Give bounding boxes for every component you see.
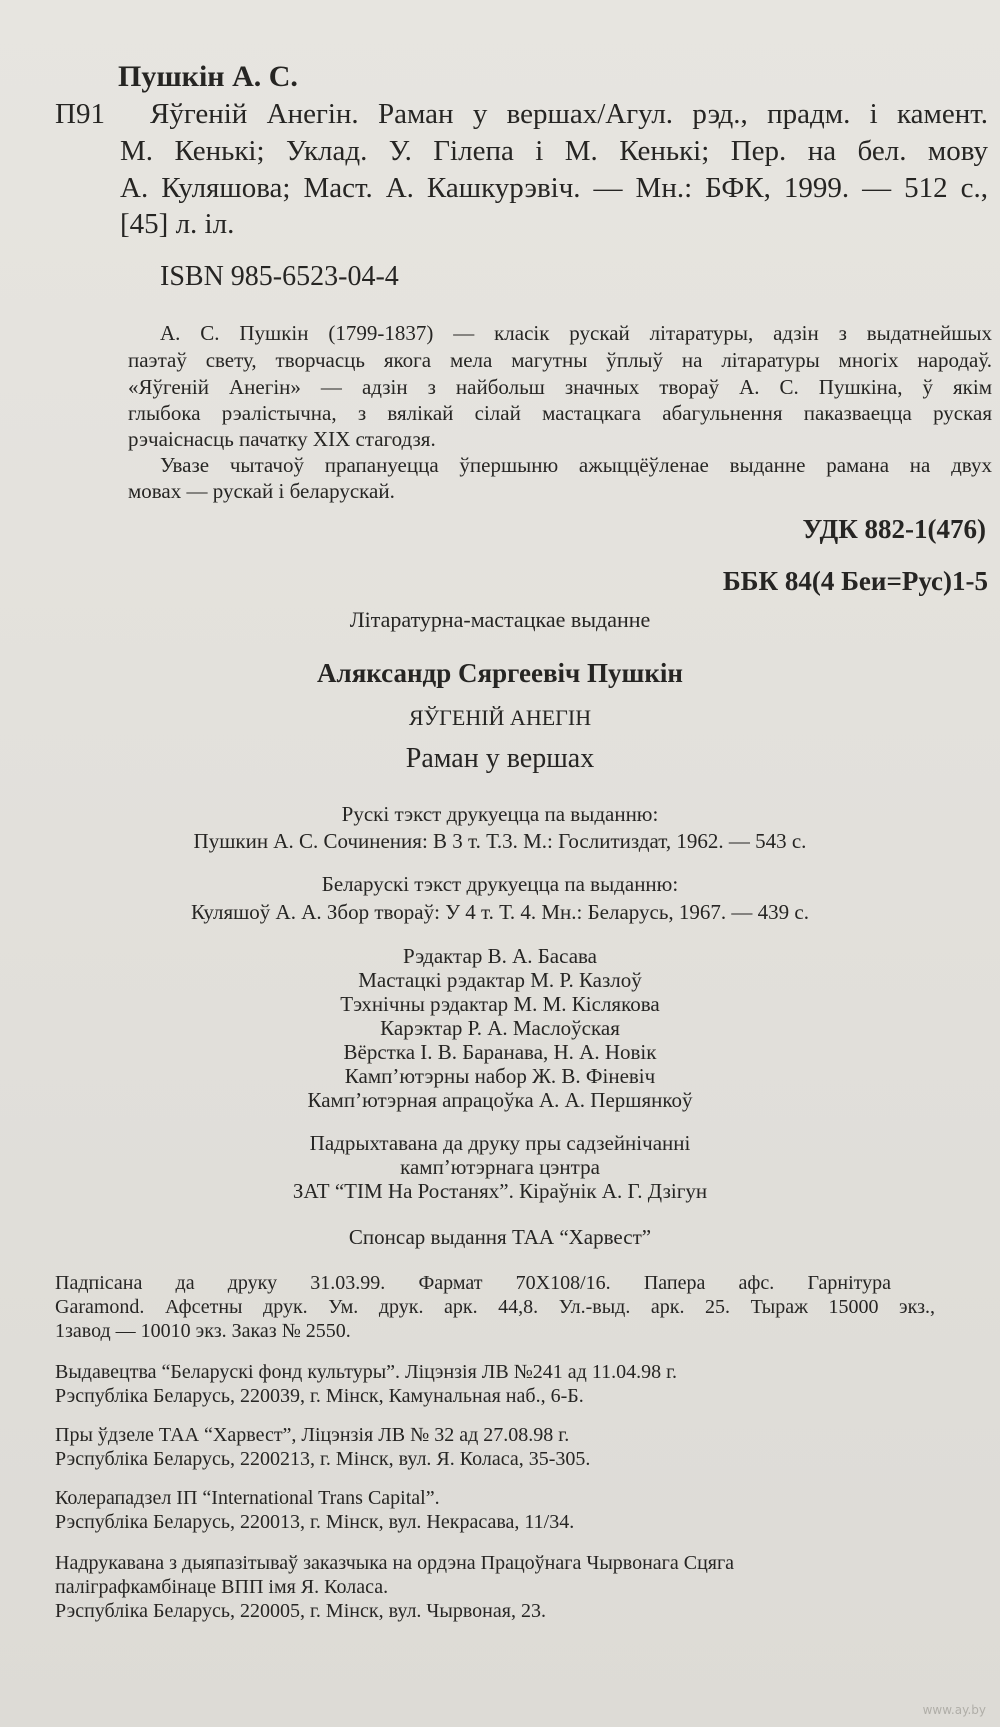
- book-title: ЯЎГЕНІЙ АНЕГІН: [408, 705, 592, 730]
- tech-line: Падпісана да друку 31.03.99. Фармат 70Х108/16. Папера афс. Гарнітура: [55, 1272, 891, 1294]
- catalog-code: П91: [55, 98, 105, 130]
- credit-line: Карэктар Р. А. Маслоўская: [380, 1016, 620, 1040]
- annotation-line: А. С. Пушкін (1799-1837) — класік рускай літаратуры, адзін з выдатнейшых: [160, 321, 992, 345]
- prep-line: камп’ютэрнага цэнтра: [400, 1155, 600, 1179]
- author-full-name: Аляксандр Сяргеевіч Пушкін: [317, 658, 683, 688]
- prep-line: Падрыхтавана да друку пры садзейнічанні: [309, 1131, 691, 1155]
- watermark: www.ay.by: [922, 1703, 986, 1717]
- publisher-line: Рэспубліка Беларусь, 220039, г. Мінск, Камунальная наб., 6-Б.: [55, 1385, 584, 1407]
- annotation-line: Увазе чытачоў прапануецца ўпершыню ажыццёўленае выданне рамана на двух: [160, 453, 992, 477]
- edition-type: Літаратурна-мастацкае выданне: [349, 607, 651, 632]
- annotation-line: глыбока рэалістычна, з вялікай сілай мастацкага абагульнення паказваецца руская: [128, 401, 992, 425]
- annotation-line: паэтаў свету, творчасць якога мела магутны ўплыў на літаратуры многіх народаў.: [128, 348, 992, 372]
- bbk-code: ББК 84(4 Беи=Рус)1-5: [722, 566, 988, 596]
- credit-line: Тэхнічны рэдактар М. М. Кіслякова: [340, 992, 660, 1016]
- udk-code: УДК 882-1(476): [802, 514, 986, 544]
- credit-line: Вёрстка І. В. Баранава, Н. А. Новік: [343, 1040, 657, 1064]
- credit-line: Мастацкі рэдактар М. Р. Казлоў: [358, 968, 642, 992]
- isbn: ISBN 985-6523-04-4: [160, 261, 399, 292]
- annotation-line: «Яўгеній Анегін» — адзін з найбольш значных твораў А. С. Пушкіна, ў якім: [128, 375, 992, 399]
- credit-line: Камп’ютэрная апрацоўка А. А. Першянкоў: [307, 1088, 693, 1112]
- credit-line: Камп’ютэрны набор Ж. В. Фіневіч: [344, 1064, 656, 1088]
- catalog-line: М. Кенькі; Уклад. У. Гілепа і М. Кенькі; Пер. на бел. мову: [120, 135, 988, 167]
- printer-line: паліграфкамбінаце ВПП імя Я. Коласа.: [55, 1576, 389, 1598]
- tech-line: 1завод — 10010 экз. Заказ № 2550.: [55, 1320, 351, 1342]
- color-separation-line: Колерападзел ІП “International Trans Capital”.: [55, 1487, 440, 1509]
- author-heading: Пушкін А. С.: [118, 60, 298, 93]
- catalog-line: А. Куляшова; Маст. А. Кашкурэвіч. — Мн.: БФК, 1999. — 512 с.,: [120, 172, 988, 204]
- prep-line: ЗАТ “ТІМ На Ростанях”. Кіраўнік А. Г. Дзігун: [292, 1179, 708, 1203]
- catalog-line: [45] л. іл.: [120, 208, 235, 240]
- catalog-line: Яўгеній Анегін. Раман у вершах/Агул. рэд., прадм. і камент.: [150, 98, 988, 130]
- printer-line: Надрукавана з дыяпазітываў заказчыка на ордэна Працоўнага Чырвонага Сцяга: [55, 1552, 735, 1574]
- publisher-line: Выдавецтва “Беларускі фонд культуры”. Ліцэнзія ЛВ №241 ад 11.04.98 г.: [55, 1361, 678, 1383]
- sponsor-line: Спонсар выдання ТАА “Харвест”: [348, 1225, 652, 1249]
- credit-line: Рэдактар В. А. Басава: [403, 944, 597, 968]
- harvest-line: Пры ўдзеле ТАА “Харвест”, Ліцэнзія ЛВ № 32 ад 27.08.98 г.: [55, 1424, 570, 1446]
- color-separation-line: Рэспубліка Беларусь, 220013, г. Мінск, вул. Некрасава, 11/34.: [55, 1511, 575, 1533]
- annotation-line: мовах — рускай і беларускай.: [128, 479, 395, 503]
- source-be: Куляшоў А. А. Збор твораў: У 4 т. Т. 4. Мн.: Беларусь, 1967. — 439 с.: [190, 900, 809, 924]
- source-ru-label: Рускі тэкст друкуецца па выданню:: [341, 802, 659, 826]
- annotation-line: рэчаіснасць пачатку XIX стагодзя.: [128, 427, 436, 451]
- source-ru: Пушкин А. С. Сочинения: В 3 т. Т.3. М.: Гослитиздат, 1962. — 543 с.: [193, 829, 807, 853]
- source-be-label: Беларускі тэкст друкуецца па выданню:: [321, 872, 679, 896]
- harvest-line: Рэспубліка Беларусь, 2200213, г. Мінск, вул. Я. Коласа, 35-305.: [55, 1448, 591, 1470]
- printer-line: Рэспубліка Беларусь, 220005, г. Мінск, вул. Чырвоная, 23.: [55, 1600, 546, 1622]
- book-subtitle: Раман у вершах: [405, 743, 595, 774]
- tech-line: Garamond. Афсетны друк. Ум. друк. арк. 44,8. Ул.-выд. арк. 25. Тыраж 15000 экз.,: [55, 1296, 935, 1318]
